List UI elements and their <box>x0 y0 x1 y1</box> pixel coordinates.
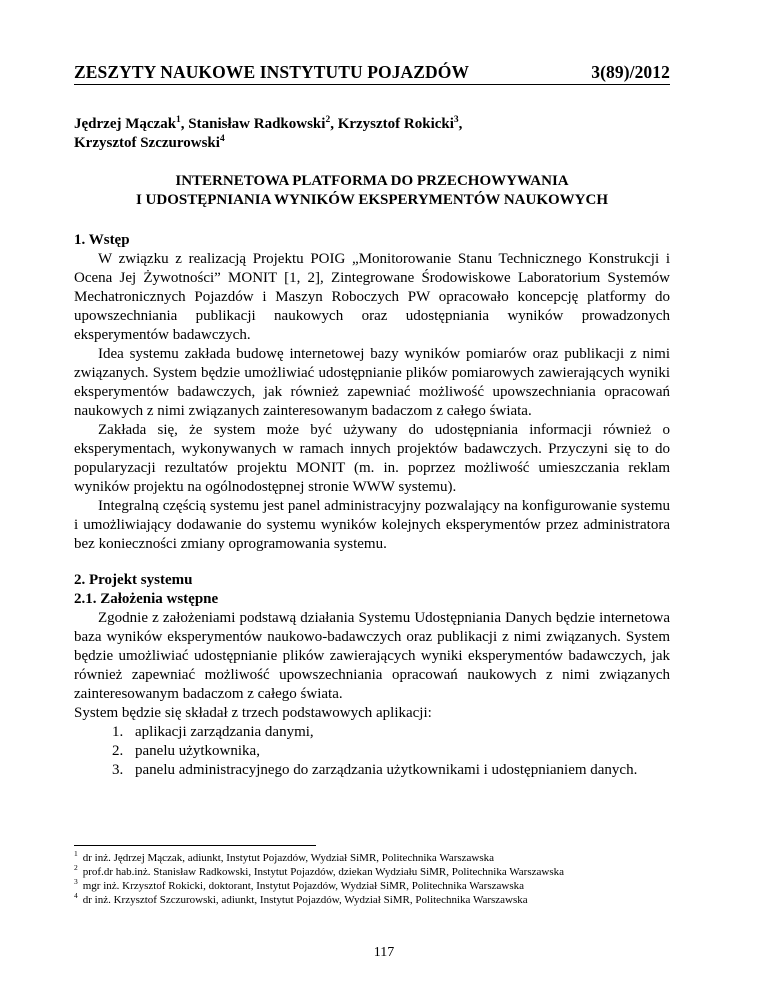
paragraph: System będzie się składał z trzech podstawowych aplikacji: <box>74 705 432 721</box>
footnote-number: 1 <box>74 849 78 859</box>
paper-title-line: I UDOSTĘPNIANIA WYNIKÓW EKSPERYMENTÓW NAUKOWYCH <box>135 192 609 208</box>
list-item: 2. panelu użytkownika, <box>127 742 670 761</box>
author-name: Stanisław Radkowski <box>188 116 326 132</box>
footnote-text: prof.dr hab.inż. Stanisław Radkowski, Instytut Pojazdów, dziekan Wydziału SiMR, Politechnika Warszawska <box>82 866 564 878</box>
list-item: 1. aplikacji zarządzania danymi, <box>127 723 670 742</box>
footnote-number: 4 <box>74 891 78 901</box>
author-separator: , <box>180 116 189 132</box>
page-number: 117 <box>373 945 395 960</box>
author-name: Jędrzej Mączak <box>74 116 177 132</box>
list-item: 3. panelu administracyjnego do zarządzania użytkownikami i udostępnianiem danych. <box>127 761 670 780</box>
author-footnote-ref[interactable]: 3 <box>453 115 459 125</box>
footnote <box>74 893 674 907</box>
footnote-divider <box>74 845 316 846</box>
footnote <box>74 865 674 879</box>
author-name: Krzysztof Rokicki <box>337 116 454 132</box>
paragraph: Zakłada się, że system może być używany do udostępniania informacji również o eksperymentach, wykonywanych w ramach innych projektów badawczych. Przyczyni się to do popularyzacji rezultatów projektu MONIT (m. in. poprzez możliwość umieszczania reklam wyników projektu na ogólnodostępnej stronie WWW systemu). <box>74 422 670 495</box>
subsection-heading: 2.1. Założenia wstępne <box>74 591 219 607</box>
author-footnote-ref[interactable]: 4 <box>219 134 225 144</box>
footnote-text: dr inż. Krzysztof Szczurowski, adiunkt, Instytut Pojazdów, Wydział SiMR, Politechnika Warszawska <box>82 894 528 906</box>
author-footnote-ref[interactable]: 1 <box>176 115 181 125</box>
author-separator: , <box>458 116 463 132</box>
paragraph: W związku z realizacją Projektu POIG „Monitorowanie Stanu Technicznego Konstrukcji i Ocena Jej Żywotności” MONIT [1, 2], Zintegrowane Środowiskowe Laboratorium Systemów Mechatronicznych Pojazdów i Maszyn Roboczych PW opracowało koncepcję platformy do upowszechniania publikacji naukowych oraz udostępniania wyników prowadzonych eksperymentów badawczych. <box>74 251 670 343</box>
footnote-number: 3 <box>74 877 78 887</box>
section-heading: 2. Projekt systemu <box>74 572 193 588</box>
paper-title <box>74 172 670 210</box>
application-list <box>74 723 670 780</box>
footnote-text: dr inż. Jędrzej Mączak, adiunkt, Instytut Pojazdów, Wydział SiMR, Politechnika Warszawska <box>82 852 495 864</box>
footnote <box>74 851 674 865</box>
paragraph: Zgodnie z założeniami podstawą działania Systemu Udostępniania Danych będzie internetowa baza wyników eksperymentów naukowo-badawczych oraz publikacji z nimi związanych. System będzie umożliwiać udostępnianie plików zawierających wyniki eksperymentów badawczych, jak również zapewniać możliwość upowszechniania opracowań naukowych z nimi związanych zainteresowanym badaczom z całego świata. <box>74 610 670 702</box>
author-separator: , <box>330 116 338 132</box>
issue-number: 3(89)/2012 <box>591 62 670 82</box>
footnote-number: 2 <box>74 863 78 873</box>
paragraph: Idea systemu zakłada budowę internetowej bazy wyników pomiarów oraz publikacji z nimi związanych. System będzie umożliwiać udostępnianie plików pomiarowych zawierających wyniki eksperymentów badawczych, jak również zapewniać możliwość upowszechniania opracowań naukowych z nimi związanych zainteresowanym badaczom z całego świata. <box>74 346 670 419</box>
paper-title-line: INTERNETOWA PLATFORMA DO PRZECHOWYWANIA <box>175 173 569 189</box>
section-heading: 1. Wstęp <box>74 232 130 248</box>
page-body <box>74 62 670 780</box>
author-list <box>74 115 670 153</box>
footnotes <box>74 851 674 907</box>
footnote <box>74 879 674 893</box>
running-header <box>74 62 670 85</box>
journal-title: ZESZYTY NAUKOWE INSTYTUTU POJAZDÓW <box>74 62 470 82</box>
author-footnote-ref[interactable]: 2 <box>325 115 331 125</box>
author-name: Krzysztof Szczurowski <box>74 135 220 151</box>
paragraph: Integralną częścią systemu jest panel administracyjny pozwalający na konfigurowanie systemu i umożliwiający dodawanie do systemu wyników kolejnych eksperymentów przez administratora bez konieczności zmiany oprogramowania systemu. <box>74 498 670 552</box>
footnote-text: mgr inż. Krzysztof Rokicki, doktorant, Instytut Pojazdów, Wydział SiMR, Politechnika Warszawska <box>82 880 524 892</box>
